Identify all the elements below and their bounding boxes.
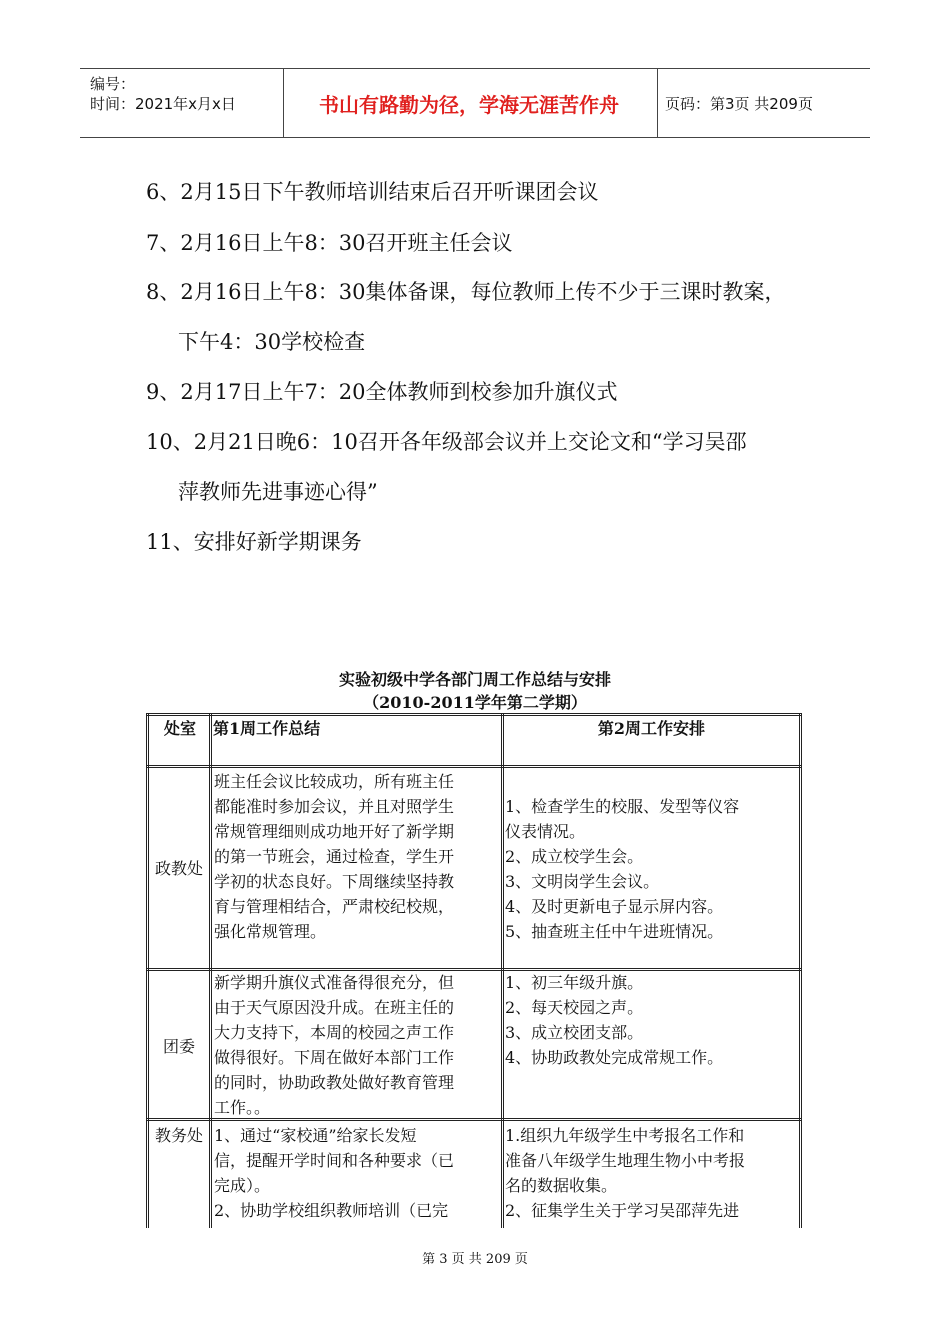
agenda-item: 8、2月16日上午8：30集体备课，每位教师上传不少于三课时教案，	[146, 280, 786, 304]
dept-name: 教务处	[154, 1126, 203, 1145]
plan-line: 1、检查学生的校服、发型等仪容	[505, 797, 740, 816]
plan-line: 1、初三年级升旗。	[505, 973, 644, 992]
header-motto: 书山有路勤为径，学海无涯苦作舟	[319, 92, 619, 117]
plan-line: 1.组织九年级学生中考报名工作和	[505, 1126, 745, 1145]
plan-line: 3、文明岗学生会议。	[505, 872, 660, 891]
summary-line: 由于天气原因没升成。在班主任的	[214, 998, 455, 1017]
agenda-item: 6、2月15日下午教师培训结束后召开听课团会议	[146, 180, 599, 204]
table-title: 实验初级中学各部门周工作总结与安排	[338, 670, 611, 689]
summary-line: 强化常规管理。	[214, 922, 327, 941]
table-rule	[501, 713, 504, 1228]
plan-line: 2、成立校学生会。	[505, 847, 644, 866]
header-page-info: 页码：第3页 共209页	[665, 94, 813, 113]
agenda-item-continued: 萍教师先进事迹心得”	[178, 480, 378, 504]
summary-line: 大力支持下，本周的校园之声工作	[214, 1023, 455, 1042]
header-summary: 第1周工作总结	[213, 719, 321, 738]
summary-line: 新学期升旗仪式准备得很充分，但	[214, 973, 455, 992]
header-divider	[657, 69, 658, 137]
summary-line: 育与管理相结合，严肃校纪校规，	[214, 897, 455, 916]
header-divider	[283, 69, 284, 137]
summary-line: 2、协助学校组织教师培训（已完	[214, 1201, 449, 1220]
number-label: 编号：	[90, 75, 136, 93]
agenda-item: 7、2月16日上午8：30召开班主任会议	[146, 231, 513, 255]
time-label: 时间：2021年x月x日	[90, 95, 236, 113]
summary-line: 做得很好。下周在做好本部门工作	[214, 1048, 455, 1067]
agenda-item: 11、安排好新学期课务	[146, 530, 362, 554]
table-rule	[146, 765, 802, 768]
header-dept: 处室	[163, 719, 196, 738]
page-footer: 第 3 页 共 209 页	[422, 1252, 528, 1267]
plan-line: 4、及时更新电子显示屏内容。	[505, 897, 724, 916]
plan-line: 仪表情况。	[505, 822, 586, 841]
plan-line: 3、成立校团支部。	[505, 1023, 644, 1042]
agenda-item: 10、2月21日晚6：10召开各年级部会议并上交论文和“学习吴邵	[146, 430, 747, 454]
agenda-item: 9、2月17日上午7：20全体教师到校参加升旗仪式	[146, 380, 618, 404]
summary-line: 学初的状态良好。下周继续坚持教	[214, 872, 455, 891]
plan-line: 2、征集学生关于学习吴邵萍先进	[505, 1201, 740, 1220]
summary-line: 1、通过“家校通”给家长发短	[214, 1126, 417, 1145]
table-subtitle: （2010-2011学年第二学期）	[363, 693, 587, 712]
plan-line: 准备八年级学生地理生物小中考报	[505, 1151, 746, 1170]
summary-line: 的第一节班会，通过检查，学生开	[214, 847, 455, 866]
page-header	[80, 68, 870, 138]
summary-line: 信，提醒开学时间和各种要求（已	[214, 1151, 455, 1170]
table-rule	[209, 713, 212, 1228]
dept-name: 政教处	[154, 859, 203, 878]
plan-line: 5、抽查班主任中午进班情况。	[505, 922, 724, 941]
agenda-item-continued: 下午4：30学校检查	[178, 330, 366, 354]
dept-name: 团委	[162, 1037, 195, 1056]
table-rule	[799, 713, 802, 1228]
summary-line: 的同时，协助政教处做好教育管理	[214, 1073, 455, 1092]
table-rule	[146, 713, 149, 1228]
plan-line: 4、协助政教处完成常规工作。	[505, 1048, 724, 1067]
work-table	[146, 713, 802, 1228]
summary-line: 班主任会议比较成功，所有班主任	[214, 772, 455, 791]
summary-line: 完成）。	[214, 1176, 271, 1195]
header-meta	[80, 69, 280, 137]
header-plan: 第2周工作安排	[597, 719, 706, 738]
plan-line: 2、每天校园之声。	[505, 998, 644, 1017]
summary-line: 工作。。	[214, 1098, 271, 1117]
summary-line: 常规管理细则成功地开好了新学期	[214, 822, 455, 841]
plan-line: 名的数据收集。	[505, 1176, 618, 1195]
summary-line: 都能准时参加会议，并且对照学生	[214, 797, 455, 816]
